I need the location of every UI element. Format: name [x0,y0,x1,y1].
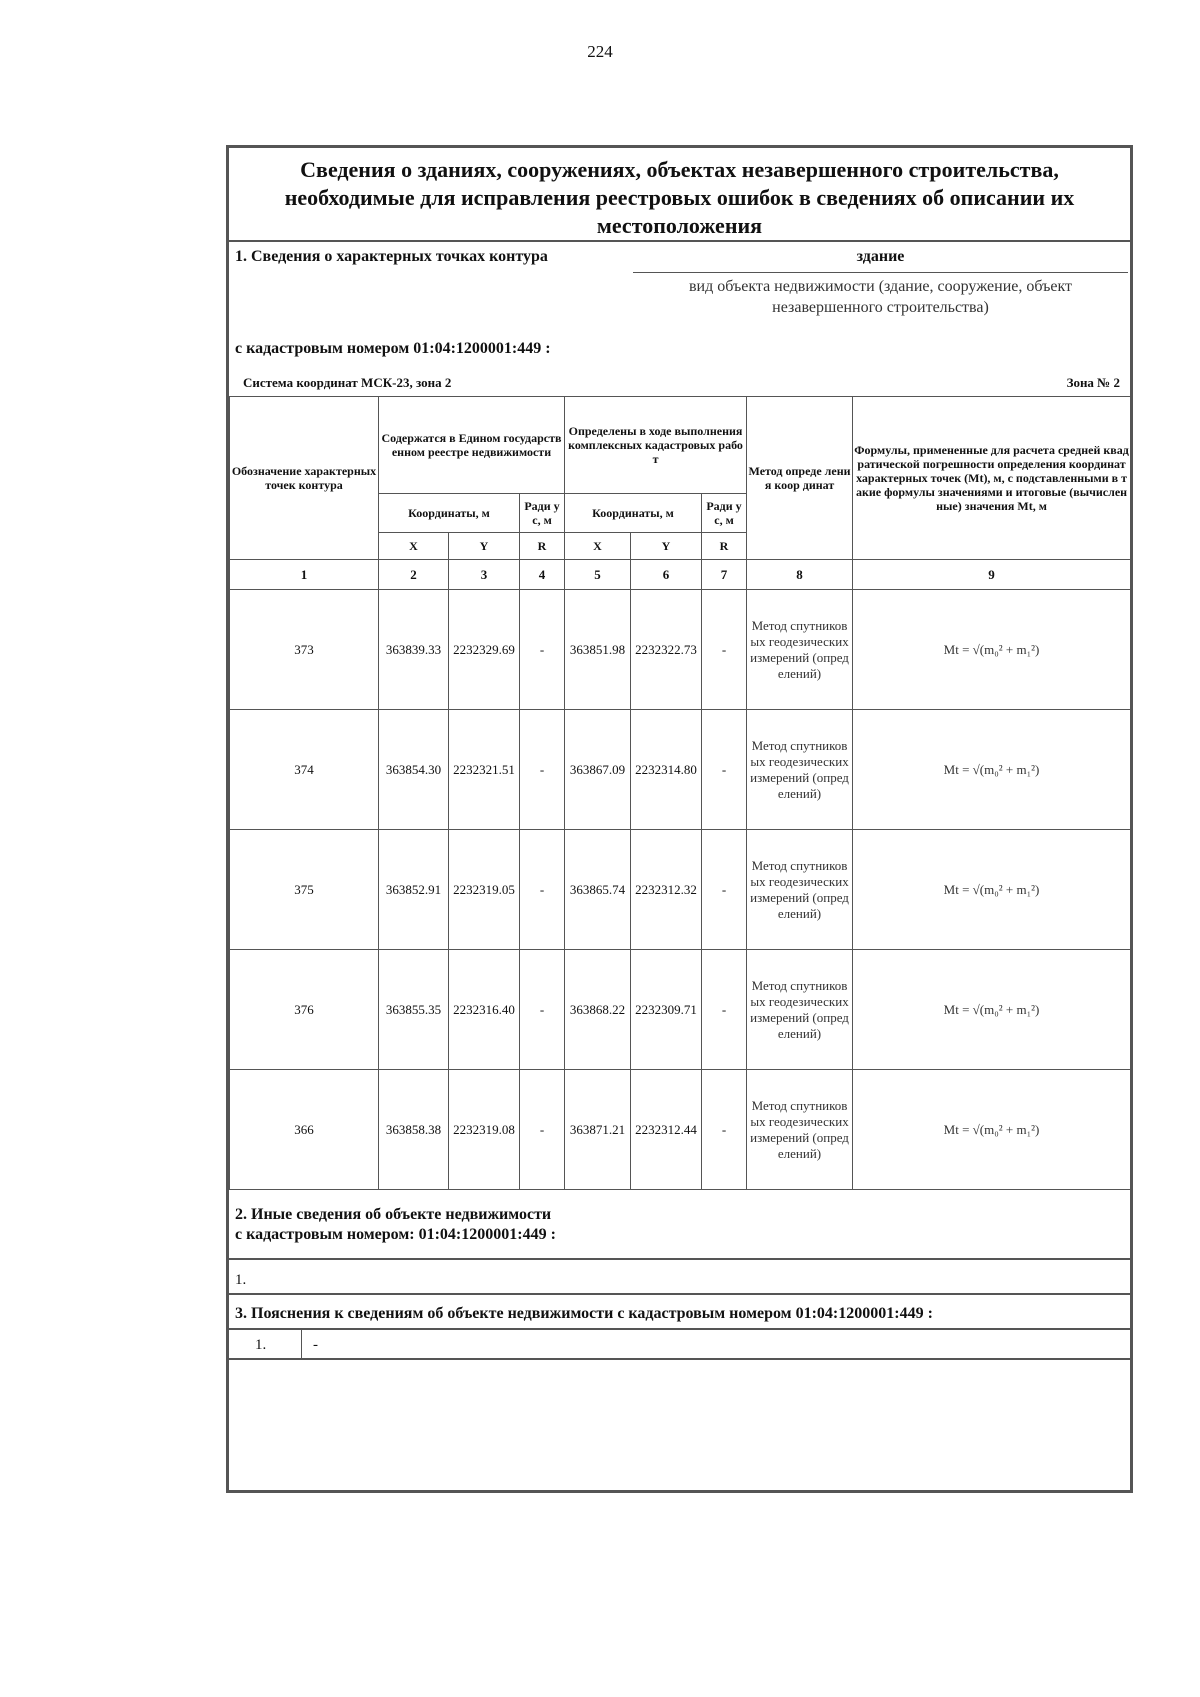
column-number: 7 [702,560,747,590]
title-line-3: местоположения [596,213,763,238]
point-id: 366 [230,1070,379,1190]
cadastral-number-line: с кадастровым номером 01:04:1200001:449 : [235,340,551,357]
kkr-radius: - [702,950,747,1070]
kkr-x: 363865.74 [565,830,631,950]
header-radius-egrn: Ради ус, м [520,494,565,533]
header-r2: R [702,533,747,560]
header-coords-kkr: Координаты, м [565,494,702,533]
caption-line-1: вид объекта недвижимости (здание, сооружение, объект [688,278,1073,295]
header-egrn: Содержатся в Едином государственном реестре недвижимости [379,397,565,494]
section2-heading [235,1205,556,1245]
egrn-y: 2232329.69 [449,590,520,710]
caption-line-2: незавершенного строительства) [772,299,989,316]
egrn-x: 363855.35 [379,950,449,1070]
divider [229,1358,1130,1360]
egrn-radius: - [520,830,565,950]
header-formula: Формулы, примененные для расчета средней квадратической погрешности определения координат характерных точек (Mt), м, с подставленными в такие формулы значениями и итоговые (вычисленные) значения Mt, м [853,397,1131,560]
method: Метод спутниковых геодезических измерений (определений) [747,950,853,1070]
kkr-x: 363867.09 [565,710,631,830]
column-number: 6 [631,560,702,590]
table-row [230,830,1131,950]
kkr-y: 2232309.71 [631,950,702,1070]
kkr-radius: - [702,710,747,830]
object-type-caption [633,276,1128,318]
column-number: 4 [520,560,565,590]
method: Метод спутниковых геодезических измерений (определений) [747,830,853,950]
section2-line-1: 2. Иные сведения об объекте недвижимости [235,1206,552,1223]
table-row [230,710,1131,830]
kkr-y: 2232314.80 [631,710,702,830]
form-sheet [226,145,1133,1493]
header-point: Обозначение характерных точек контура [230,397,379,560]
egrn-radius: - [520,710,565,830]
header-method: Метод опреде ления коор динат [747,397,853,560]
kkr-y: 2232312.32 [631,830,702,950]
kkr-x: 363871.21 [565,1070,631,1190]
column-number: 1 [230,560,379,590]
column-number: 2 [379,560,449,590]
header-coords-egrn: Координаты, м [379,494,520,533]
column-number: 3 [449,560,520,590]
header-x1: X [379,533,449,560]
header-radius-kkr: Ради ус, м [702,494,747,533]
egrn-x: 363858.38 [379,1070,449,1190]
divider [229,1258,1130,1260]
header-kkr: Определены в ходе выполнения комплексных кадастровых работ [565,397,747,494]
egrn-radius: - [520,1070,565,1190]
section3-item-value: - [313,1337,318,1353]
point-id: 376 [230,950,379,1070]
egrn-y: 2232316.40 [449,950,520,1070]
cell-divider [301,1328,302,1358]
method: Метод спутниковых геодезических измерений (определений) [747,590,853,710]
formula: Mt = √(m₀² + m₁²) [853,950,1131,1070]
table-row [230,590,1131,710]
egrn-y: 2232319.08 [449,1070,520,1190]
formula: Mt = √(m₀² + m₁²) [853,590,1131,710]
point-id: 375 [230,830,379,950]
egrn-x: 363852.91 [379,830,449,950]
kkr-radius: - [702,830,747,950]
header-y2: Y [631,533,702,560]
kkr-radius: - [702,1070,747,1190]
title-line-2: необходимые для исправления реестровых ошибок в сведениях об описании их [284,185,1075,210]
zone-label: Зона № 2 [1066,375,1120,390]
divider [229,1293,1130,1295]
section1-heading: 1. Сведения о характерных точках контура [235,248,548,265]
kkr-y: 2232322.73 [631,590,702,710]
title-line-1: Сведения о зданиях, сооружениях, объектах незавершенного строительства, [300,157,1059,182]
method: Метод спутниковых геодезических измерений (определений) [747,710,853,830]
kkr-x: 363851.98 [565,590,631,710]
header-y1: Y [449,533,520,560]
page-number: 224 [587,42,613,61]
divider [229,1328,1130,1330]
egrn-radius: - [520,590,565,710]
header-r1: R [520,533,565,560]
form-title [229,156,1130,240]
point-id: 374 [230,710,379,830]
header-x2: X [565,533,631,560]
egrn-radius: - [520,950,565,1070]
section2-line-2: с кадастровым номером: 01:04:1200001:449 : [235,1226,556,1243]
egrn-x: 363854.30 [379,710,449,830]
column-number: 8 [747,560,853,590]
table-row [230,1070,1131,1190]
point-id: 373 [230,590,379,710]
kkr-radius: - [702,590,747,710]
column-number: 5 [565,560,631,590]
coordinate-system: Система координат МСК-23, зона 2 [243,375,452,390]
formula: Mt = √(m₀² + m₁²) [853,1070,1131,1190]
method: Метод спутниковых геодезических измерений (определений) [747,1070,853,1190]
egrn-x: 363839.33 [379,590,449,710]
kkr-y: 2232312.44 [631,1070,702,1190]
formula: Mt = √(m₀² + m₁²) [853,710,1131,830]
formula: Mt = √(m₀² + m₁²) [853,830,1131,950]
object-type-underline [633,272,1128,273]
object-type: здание [856,248,905,265]
points-table [229,396,1131,1190]
kkr-x: 363868.22 [565,950,631,1070]
section3-heading: 3. Пояснения к сведениям об объекте недвижимости с кадастровым номером 01:04:1200001:449 : [235,1305,933,1322]
egrn-y: 2232321.51 [449,710,520,830]
table-row [230,950,1131,1070]
column-number: 9 [853,560,1131,590]
divider [229,240,1130,242]
section2-value: 1. [235,1272,247,1288]
section3-item-number: 1. [255,1337,267,1353]
egrn-y: 2232319.05 [449,830,520,950]
